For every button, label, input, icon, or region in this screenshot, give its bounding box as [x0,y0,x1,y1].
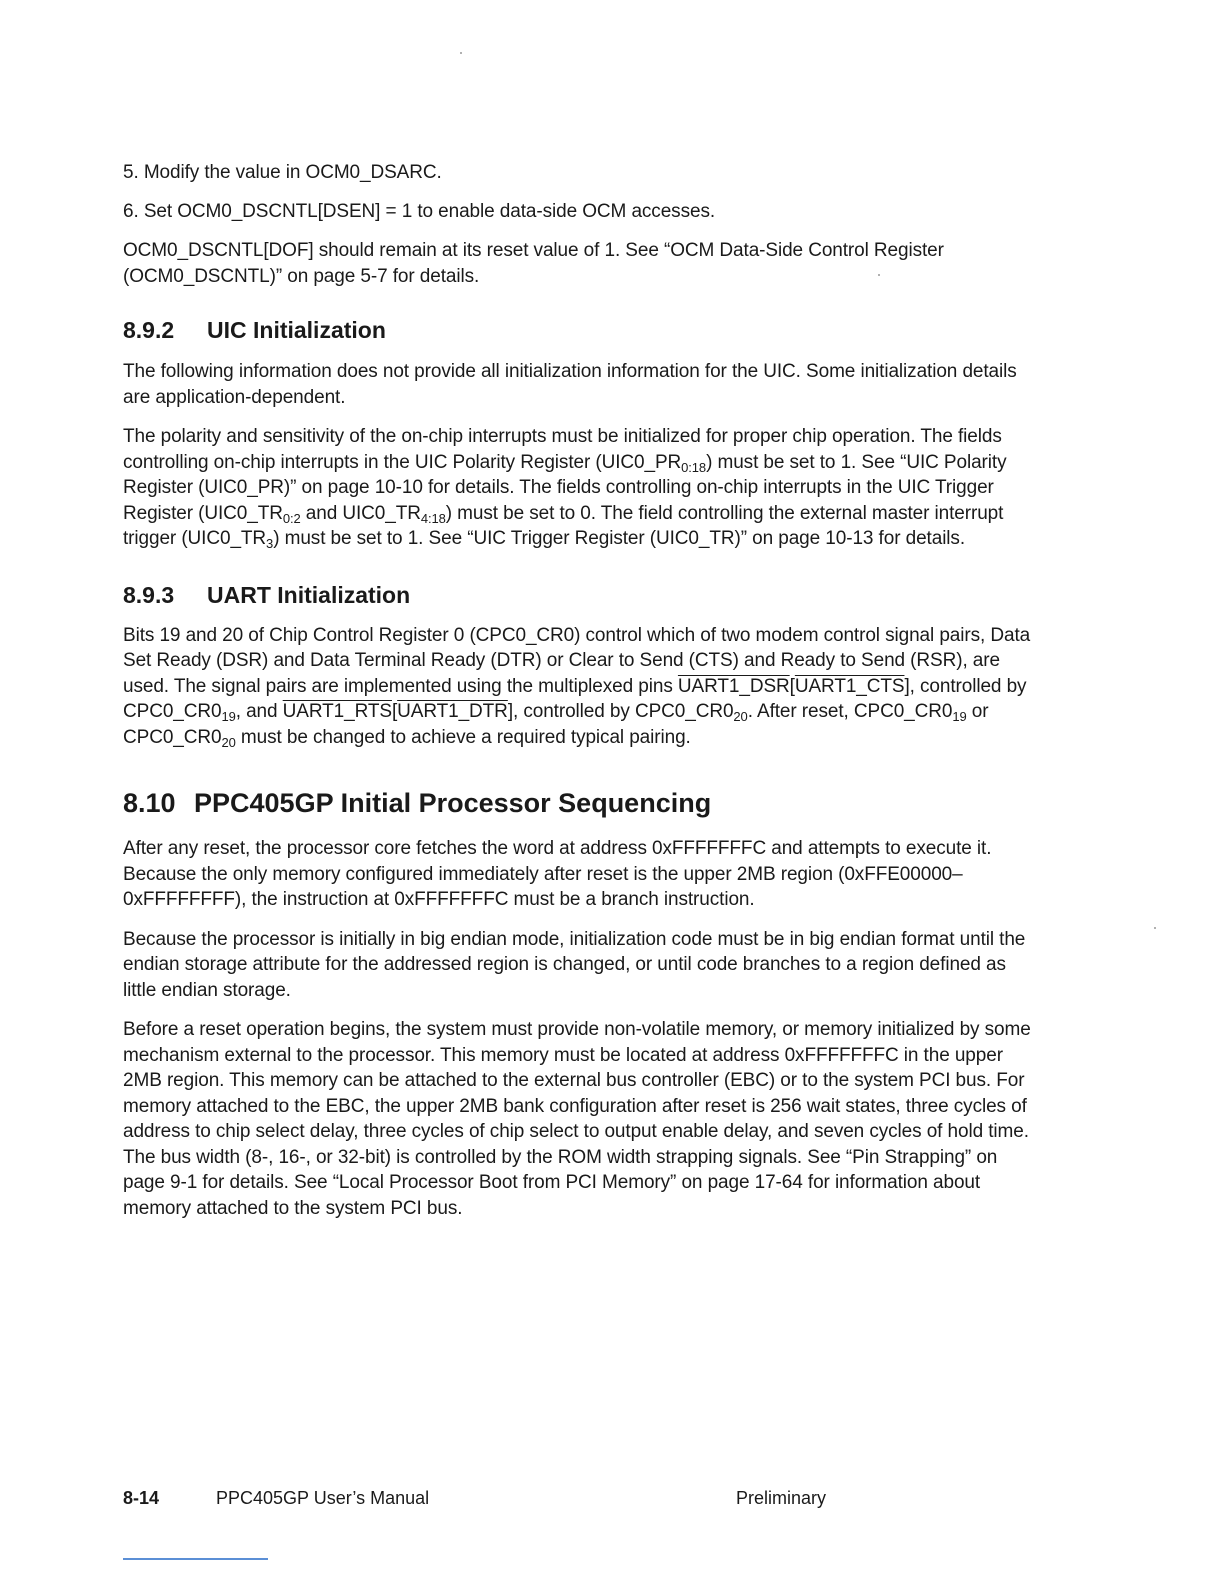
uic-paragraph-1: The following information does not provide all initialization information for the UIC. Some initialization details are application-dependent. [123,361,1017,408]
page-content [123,160,1043,1221]
section-title: UIC Initialization [207,317,386,343]
sequencing-paragraph-3: Before a reset operation begins, the system must provide non-volatile memory, or memory initialized by some mechanism external to the processor. This memory must be located at address 0xFFFFFFFC in the upper 2MB region. This memory can be attached to the external bus controller (EBC) or to the system PCI bus. For memory attached to the EBC, the upper 2MB bank configuration after reset is 256 wait states, three cycles of address to chip select delay, three cycles of chip select to output enable delay, and seven cycles of hold time. The bus width (8-, 16-, or 32-bit) is controlled by the ROM width strapping signals. See “Pin Strapping” on page 9-1 for details. See “Local Processor Boot from PCI Memory” on page 17-64 for information about memory attached to the system PCI bus. [123,1019,1031,1219]
ocm-note: OCM0_DSCNTL[DOF] should remain at its reset value of 1. See “OCM Data-Side Control Register (OCM0_DSCNTL)” on page 5-7 for details. [123,240,944,287]
scan-speck [460,52,462,54]
section-heading-8-9-3 [123,580,1043,610]
uic-paragraph-2: The polarity and sensitivity of the on-chip interrupts must be initialized for proper chip operation. The fields controlling on-chip interrupts in the UIC Polarity Register $(UIC0\_PR_{0:18})$ must be set to 1. See “UIC Polarity Register (UIC0_PR)” on page 10-10 for details. The fields controlling on-chip interrupts in the UIC Trigger Register ($UIC0\_TR_{0:2}$ and $UIC0\_TR_{4:18}$) must be set to 0. The field controlling the external master interrupt trigger $(UIC0\_TR_3)$ must be set to 1. See “UIC Trigger Register (UIC0_TR)” on page 10-13 for details. [123,426,1007,551]
section-number: 8.10 [123,788,176,818]
section-heading-8-10 [123,786,1043,820]
manual-title: PPC405GP User’s Manual [216,1488,430,1508]
section-title: UART Initialization [207,581,411,608]
sequencing-paragraph-1: After any reset, the processor core fetches the word at address 0xFFFFFFFC and attempts to execute it. Because the only memory configured immediately after reset is the upper 2MB region (0xFFE00000–0xFFFFFFFF), the instruction at 0xFFFFFFFC must be a branch instruction. [123,838,992,910]
section-heading-8-9-2 [123,315,1043,345]
uart-paragraph: Bits 19 and 20 of Chip Control Register 0 (CPC0_CR0) control which of two modem control signal pairs, Data Set Ready (DSR) and Data Terminal Ready (DTR) or Clear to Send (CTS) and Ready to Send (RSR), are used. The signal pairs are implemented using the multiplexed pins UART1_DSR[UART1_CTS], controlled by $CPC0\_CR0_{19}$, and UART1_RTS[UART1_DTR], controlled by $CPC0\_CR0_{20}$. After reset, $CPC0\_CR0_{19}$ or $CPC0\_CR0_{20}$ must be changed to achieve a required typical pairing. [123,624,1031,750]
sequencing-paragraph-2: Because the processor is initially in big endian mode, initialization code must be in big endian format until the endian storage attribute for the addressed region is changed, or until code branches to a region defined as little endian storage. [123,928,1026,1001]
step-6: 6. Set OCM0_DSCNTL[DSEN] = 1 to enable data-side OCM accesses. [123,200,716,222]
section-number: 8.9.3 [123,581,175,608]
step-5: 5. Modify the value in OCM0_DSARC. [123,162,442,183]
scan-speck [878,274,880,276]
scan-speck [1154,927,1156,929]
document-status: Preliminary [736,1488,827,1508]
section-number: 8.9.2 [123,317,175,343]
section-title: PPC405GP Initial Processor Sequencing [194,788,712,818]
page-number: 8-14 [123,1488,160,1508]
bottom-rule [123,1558,268,1560]
